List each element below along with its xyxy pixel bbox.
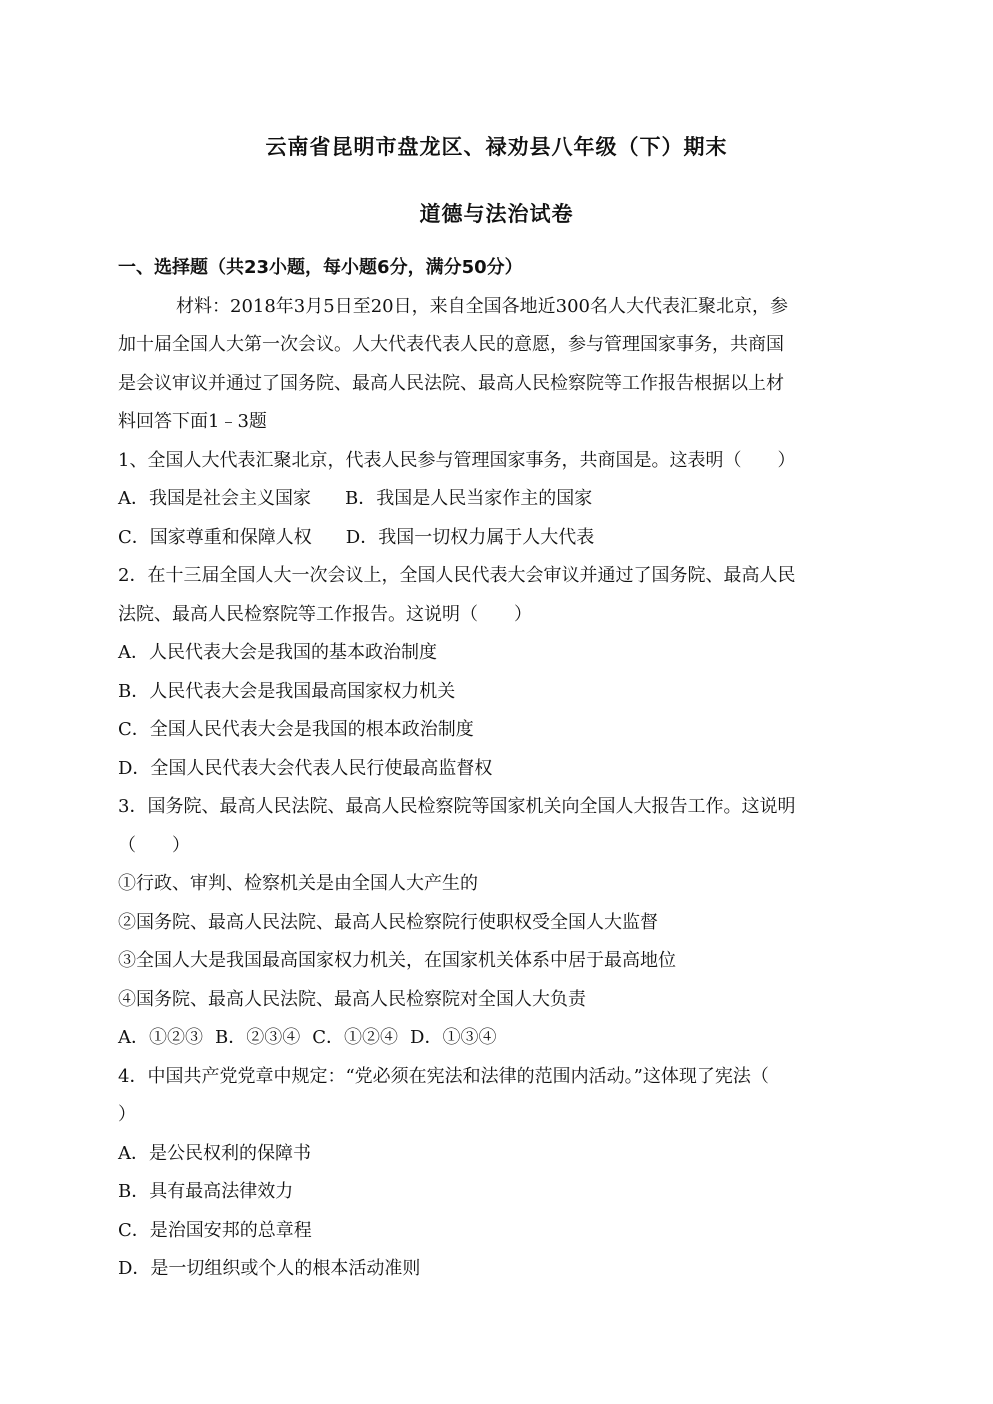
q3-option-c: C．①②④	[312, 1027, 399, 1048]
material-line: 材料：2018年3月5日至20日，来自全国各地近300名人大代表汇聚北京，参	[176, 295, 788, 317]
question-2-stem: 2．在十三届全国人大一次会议上，全国人民代表大会审议并通过了国务院、最高人民	[118, 565, 796, 586]
exam-content	[118, 249, 878, 1289]
q4-option-c: C．是治国安邦的总章程	[118, 1219, 312, 1241]
material-line: 料回答下面1﹣3题	[118, 411, 267, 432]
question-1-options-row	[118, 480, 878, 519]
q1-option-c: C．国家尊重和保障人权	[118, 526, 312, 548]
q2-option-b: B．人民代表大会是我国最高国家权力机关	[118, 680, 456, 702]
q3-statement: ③全国人大是我国最高国家权力机关，在国家机关体系中居于最高地位	[118, 950, 676, 971]
question-4-stem: ）	[118, 1104, 136, 1125]
question-3-stem: （ ）	[118, 834, 190, 856]
q1-option-b: B．我国是人民当家作主的国家	[345, 488, 593, 509]
q3-option-b: B．②③④	[215, 1027, 301, 1048]
q1-option-d: D．我国一切权力属于人大代表	[345, 526, 595, 548]
question-2-stem: 法院、最高人民检察院等工作报告。这说明（ ）	[118, 603, 532, 625]
q3-statement: ①行政、审判、检察机关是由全国人大产生的	[118, 873, 478, 894]
question-3-options-row	[118, 1019, 878, 1058]
q4-option-b: B．具有最高法律效力	[118, 1181, 294, 1202]
exam-title-line1: 云南省昆明市盘龙区、禄劝县八年级（下）期末	[265, 135, 728, 159]
q3-statement: ④国务院、最高人民法院、最高人民检察院对全国人大负责	[118, 988, 586, 1010]
material-line: 是会议审议并通过了国务院、最高人民法院、最高人民检察院等工作报告根据以上材	[118, 372, 784, 394]
q1-option-a: A．我国是社会主义国家	[118, 488, 311, 509]
q2-option-d: D．全国人民代表大会代表人民行使最高监督权	[118, 757, 493, 779]
exam-title-line2: 道德与法治试卷	[419, 202, 574, 226]
q3-statement: ②国务院、最高人民法院、最高人民检察院行使职权受全国人大监督	[118, 911, 658, 933]
q3-option-a: A．①②③	[118, 1027, 203, 1048]
question-1-stem: 1、全国人大代表汇聚北京，代表人民参与管理国家事务，共商国是。这表明（ ）	[118, 449, 796, 471]
material-line: 加十届全国人大第一次会议。人大代表代表人民的意愿，参与管理国家事务，共商国	[118, 334, 784, 355]
question-1-options-row	[118, 519, 878, 558]
q3-option-d: D．①③④	[410, 1027, 497, 1048]
q4-option-a: A．是公民权利的保障书	[118, 1142, 311, 1164]
section-heading: 一、选择题（共23小题，每小题6分，满分50分）	[118, 257, 523, 278]
question-3-stem: 3．国务院、最高人民法院、最高人民检察院等国家机关向全国人大报告工作。这说明	[118, 796, 796, 817]
question-4-stem: 4．中国共产党党章中规定：“党必须在宪法和法律的范围内活动。”这体现了宪法（	[118, 1065, 769, 1087]
q2-option-a: A．人民代表大会是我国的基本政治制度	[118, 642, 437, 663]
q2-option-c: C．全国人民代表大会是我国的根本政治制度	[118, 719, 474, 740]
q4-option-d: D．是一切组织或个人的根本活动准则	[118, 1258, 421, 1279]
